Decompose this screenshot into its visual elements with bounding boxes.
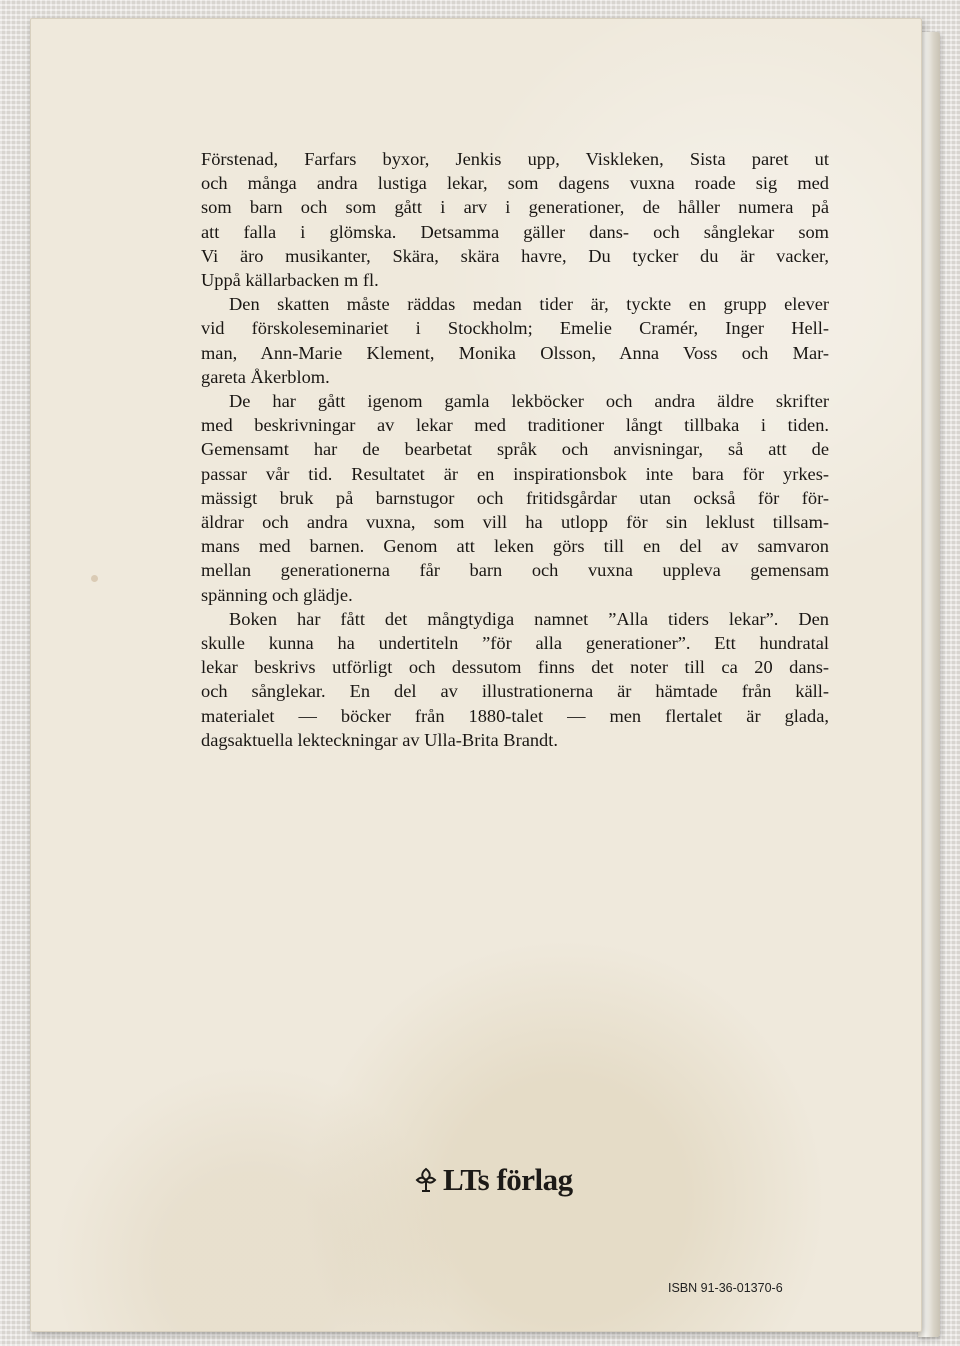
blurb-line: mans med barnen. Genom att leken görs till en del av samvaron <box>201 536 829 557</box>
blurb-line: man, Ann-Marie Klement, Monika Olsson, Anna Voss och Mar- <box>201 342 829 363</box>
blurb-text <box>201 147 829 752</box>
blurb-line: skulle kunna ha undertiteln ”för alla generationer”. Ett hundratal <box>201 633 829 654</box>
publisher-logo <box>415 1162 573 1198</box>
blurb-line: som barn och som gått i arv i generationer, de håller numera på <box>201 197 829 218</box>
blurb-line: Vi äro musikanter, Skära, skära havre, Du tycker du är vacker, <box>201 245 829 266</box>
blurb-line: Uppå källarbacken m fl. <box>201 270 379 291</box>
cover-board <box>30 18 922 1332</box>
blurb-line: och sånglekar. En del av illustrationerna är hämtade från käll- <box>201 681 829 702</box>
blurb-line: De har gått igenom gamla lekböcker och andra äldre skrifter <box>229 391 829 412</box>
blurb-line: mässigt bruk på barnstugor och fritidsgårdar utan också för för- <box>201 487 829 508</box>
blurb-line: med beskrivningar av lekar med traditioner långt tillbaka i tiden. <box>201 415 829 436</box>
blurb-line: äldrar och andra vuxna, som vill ha utlopp för sin leklust tillsam- <box>201 512 829 533</box>
blurb-line: att falla i glömska. Detsamma gäller dans- och sånglekar som <box>201 221 829 242</box>
blurb-line: materialet — böcker från 1880-talet — men flertalet är glada, <box>201 705 829 726</box>
blurb-line: Gemensamt har de bearbetat språk och anvisningar, så att de <box>201 439 829 460</box>
blurb-line: gareta Åkerblom. <box>201 366 330 387</box>
blurb-line: och många andra lustiga lekar, som dagens vuxna roade sig med <box>201 173 829 194</box>
blurb-line: vid förskoleseminariet i Stockholm; Emelie Cramér, Inger Hell- <box>201 318 829 339</box>
blurb-line: mellan generationerna får barn och vuxna uppleva gemensam <box>201 560 829 581</box>
stain-mark <box>91 575 98 582</box>
blurb-line: Boken har fått det mångtydiga namnet ”Alla tiders lekar”. Den <box>229 608 829 629</box>
blurb-line: Den skatten måste räddas medan tider är, tyckte en grupp elever <box>229 294 829 315</box>
blurb-line: spänning och glädje. <box>201 584 353 605</box>
blurb-line: Förstenad, Farfars byxor, Jenkis upp, Viskleken, Sista paret ut <box>201 149 829 169</box>
publisher-name: LTs förlag <box>443 1162 573 1197</box>
blurb-line: passar vår tid. Resultatet är en inspirationsbok inte bara för yrkes- <box>201 463 829 484</box>
blurb-line: lekar beskrivs utförligt och dessutom finns det noter till ca 20 dans- <box>201 657 829 678</box>
blurb-line: dagsaktuella lekteckningar av Ulla-Brita Brandt. <box>201 729 558 750</box>
isbn-number: ISBN 91-36-01370-6 <box>668 1281 783 1295</box>
book-back-cover <box>30 18 940 1343</box>
ornament-icon <box>415 1167 437 1193</box>
